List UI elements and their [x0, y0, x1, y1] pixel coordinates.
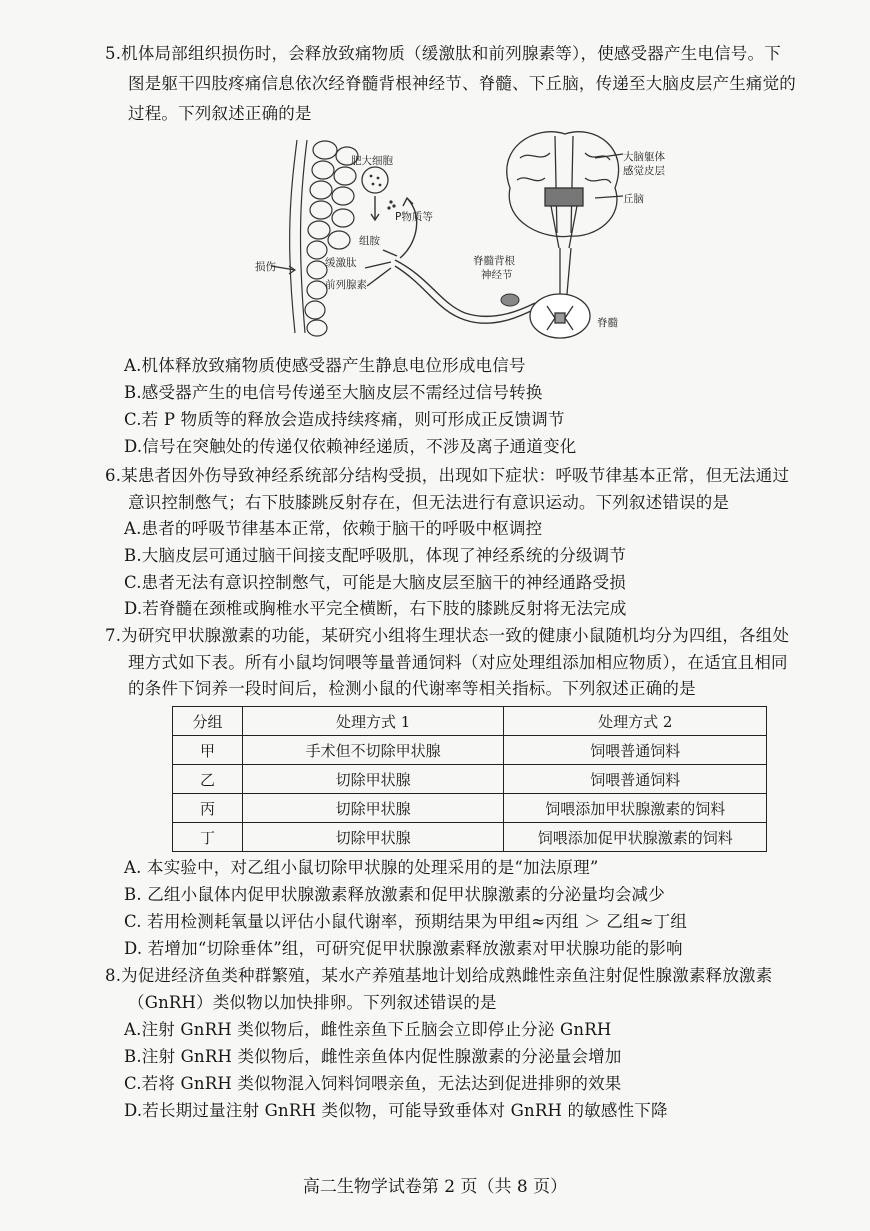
- q7-option-a: A. 本实验中，对乙组小鼠切除甲状腺的处理采用的是“加法原理”: [124, 858, 599, 877]
- label-bradykinin: 缓激肽: [325, 257, 357, 269]
- q6-stem-line-1: 6.某患者因外伤导致神经系统部分结构受损，出现如下症状：呼吸节律基本正常，但无法通过: [105, 466, 790, 485]
- q6-option-c: C.患者无法有意识控制憋气，可能是大脑皮层至脑干的神经通路受损: [124, 573, 626, 592]
- table-header-cell: 处理方式 2: [504, 707, 767, 736]
- table-cell: 丁: [173, 823, 243, 852]
- page-footer: 高二生物学试卷第 2 页（共 8 页）: [302, 1177, 568, 1197]
- label-prostaglandin: 前列腺素: [325, 279, 367, 291]
- q6-option-b: B.大脑皮层可通过脑干间接支配呼吸肌，体现了神经系统的分级调节: [124, 546, 627, 565]
- table-row: [173, 765, 767, 794]
- dorsal-root-ganglion: [501, 294, 519, 306]
- label-drg-2: 神经节: [481, 269, 513, 281]
- label-hypothalamus: 丘脑: [623, 193, 644, 205]
- q7-stem-line-1: 7.为研究甲状腺激素的功能，某研究小组将生理状态一致的健康小鼠随机均分为四组，各组处: [105, 626, 790, 645]
- label-spinal: 脊髓: [597, 317, 618, 329]
- q6-option-a: A.患者的呼吸节律基本正常，依赖于脑干的呼吸中枢调控: [124, 519, 543, 538]
- label-p-substance: P物质等: [395, 211, 433, 223]
- q8-option-c: C.若将 GnRH 类似物混入饲料饲喂亲鱼，无法达到促进排卵的效果: [124, 1074, 622, 1093]
- q8-stem-line-1: 8.为促进经济鱼类种群繁殖，某水产养殖基地计划给成熟雌性亲鱼注射促性腺激素释放激素: [105, 966, 773, 985]
- table-row: [173, 794, 767, 823]
- label-histamine: 组胺: [359, 235, 380, 247]
- q7-option-d: D. 若增加“切除垂体”组，可研究促甲状腺激素释放激素对甲状腺功能的影响: [124, 939, 683, 958]
- table-cell: 甲: [173, 736, 243, 765]
- q7-option-c: C. 若用检测耗氧量以评估小鼠代谢率，预期结果为甲组≈丙组 ＞ 乙组≈丁组: [124, 912, 688, 931]
- table-cell: 手术但不切除甲状腺: [242, 736, 504, 765]
- q5-option-c: C.若 P 物质等的释放会造成持续疼痛，则可形成正反馈调节: [124, 410, 565, 429]
- brain-drawing: [507, 132, 623, 248]
- label-drg-1: 脊髓背根: [473, 255, 515, 267]
- table-row: [173, 736, 767, 765]
- table-cell: 饲喂添加甲状腺激素的饲料: [504, 794, 767, 823]
- table-row: [173, 823, 767, 852]
- q8-option-b: B.注射 GnRH 类似物后，雌性亲鱼体内促性腺激素的分泌量会增加: [124, 1047, 622, 1066]
- label-injury: 损伤: [255, 261, 276, 273]
- q5-stem-line-3: 过程。下列叙述正确的是: [128, 104, 312, 123]
- spinal-cord-section: [530, 248, 590, 338]
- q8-option-a: A.注射 GnRH 类似物后，雌性亲鱼下丘脑会立即停止分泌 GnRH: [124, 1020, 612, 1039]
- q5-option-d: D.信号在突触处的传递仅依赖神经递质，不涉及离子通道变化: [124, 437, 577, 456]
- q6-stem-line-2: 意识控制憋气；右下肢膝跳反射存在，但无法进行有意识运动。下列叙述错误的是: [128, 493, 730, 512]
- label-mast-cell: 肥大细胞: [351, 155, 393, 167]
- label-cortex-2: 感觉皮层: [623, 165, 665, 177]
- q5-stem-line-2: 图是躯干四肢疼痛信息依次经脊髓背根神经节、脊髓、下丘脑，传递至大脑皮层产生痛觉的: [128, 74, 796, 93]
- q7-stem-line-3: 的条件下饲养一段时间后，检测小鼠的代谢率等相关指标。下列叙述正确的是: [128, 679, 696, 698]
- q5-option-b: B.感受器产生的电信号传递至大脑皮层不需经过信号转换: [124, 383, 543, 402]
- tissue-cells: [271, 140, 358, 336]
- q8-stem-line-2: （GnRH）类似物以加快排卵。下列叙述错误的是: [128, 993, 497, 1012]
- table-cell: 饲喂普通饲料: [504, 736, 767, 765]
- q6-option-d: D.若脊髓在颈椎或胸椎水平完全横断，右下肢的膝跳反射将无法完成: [124, 599, 627, 618]
- table-cell: 乙: [173, 765, 243, 794]
- pain-pathway-figure: [255, 128, 695, 350]
- q5-option-a: A.机体释放致痛物质使感受器产生静息电位形成电信号: [124, 356, 526, 375]
- q7-option-b: B. 乙组小鼠体内促甲状腺激素释放激素和促甲状腺激素的分泌量均会减少: [124, 885, 665, 904]
- table-cell: 丙: [173, 794, 243, 823]
- table-cell: 切除甲状腺: [242, 823, 504, 852]
- q7-stem-line-2: 理方式如下表。所有小鼠均饲喂等量普通饲料（对应处理组添加相应物质），在适宜且相同: [128, 653, 788, 672]
- label-cortex-1: 大脑躯体: [623, 151, 665, 163]
- table-header-cell: 处理方式 1: [242, 707, 504, 736]
- treatment-table: [172, 706, 767, 852]
- table-cell: 切除甲状腺: [242, 765, 504, 794]
- table-header-row: [173, 707, 767, 736]
- table-header-cell: 分组: [173, 707, 243, 736]
- mast-cell: [362, 167, 388, 193]
- q8-option-d: D.若长期过量注射 GnRH 类似物，可能导致垂体对 GnRH 的敏感性下降: [124, 1101, 668, 1120]
- q5-stem-line-1: 5.机体局部组织损伤时，会释放致痛物质（缓激肽和前列腺素等），使感受器产生电信号。下: [105, 44, 781, 63]
- table-cell: 切除甲状腺: [242, 794, 504, 823]
- table-cell: 饲喂添加促甲状腺激素的饲料: [504, 823, 767, 852]
- table-cell: 饲喂普通饲料: [504, 765, 767, 794]
